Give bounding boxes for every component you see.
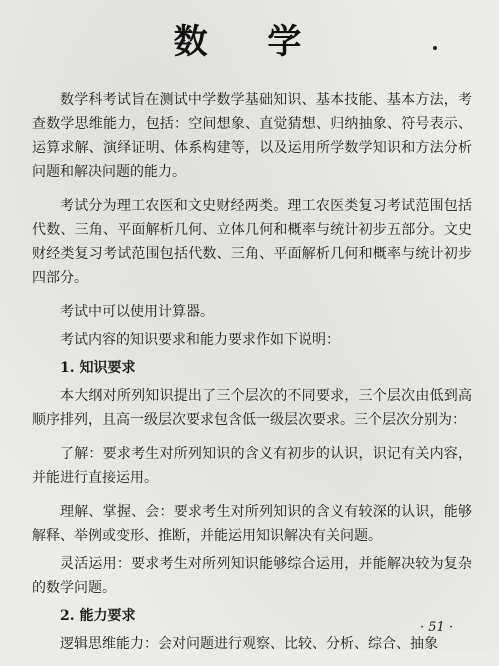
intro-paragraph-1: 数学科考试旨在测试中学数学基础知识、基本技能、基本方法，考查数学思维能力，包括：空间想象、直觉猜想、归纳抽象、符号表示、运算求解、演绎证明、体系构建等，以及运用所学数学知识和方法分析问题和解决问题的能力。	[32, 92, 472, 180]
ability-paragraph-1: 逻辑思维能力：会对问题进行观察、比较、分析、综合、抽象	[60, 636, 438, 652]
intro-paragraph-3: 考试中可以使用计算器。	[60, 304, 214, 320]
intro-paragraph-4: 考试内容的知识要求和能力要求作如下说明：	[60, 332, 340, 348]
knowledge-paragraph-1: 本大纲对所列知识提出了三个层次的不同要求，三个层次由低到高顺序排列，且高一级层次要求包含低一级层次要求。三个层次分别为：	[32, 388, 472, 428]
title-dot	[433, 46, 437, 50]
document-body	[32, 88, 472, 666]
knowledge-paragraph-4: 灵活运用：要求考生对所列知识能够综合运用，并能解决较为复杂的数学问题。	[32, 556, 472, 596]
page-title: 数 学	[173, 22, 326, 62]
page-number: · 51 ·	[420, 620, 454, 635]
section-heading-knowledge: 1. 知识要求	[60, 360, 136, 376]
knowledge-paragraph-2: 了解：要求考生对所列知识的含义有初步的认识，识记有关内容，并能进行直接运用。	[32, 446, 472, 486]
section-heading-ability: 2. 能力要求	[60, 608, 136, 624]
knowledge-paragraph-3: 理解、掌握、会：要求考生对所列知识的含义有较深的认识，能够解释、举例或变形、推断，并能运用知识解决有关问题。	[32, 504, 472, 544]
intro-paragraph-2: 考试分为理工农医和文史财经两类。理工农医类复习考试范围包括代数、三角、平面解析几何、立体几何和概率与统计初步五部分。文史财经类复习考试范围包括代数、三角、平面解析几何和概率与统计初步四部分。	[32, 198, 472, 286]
